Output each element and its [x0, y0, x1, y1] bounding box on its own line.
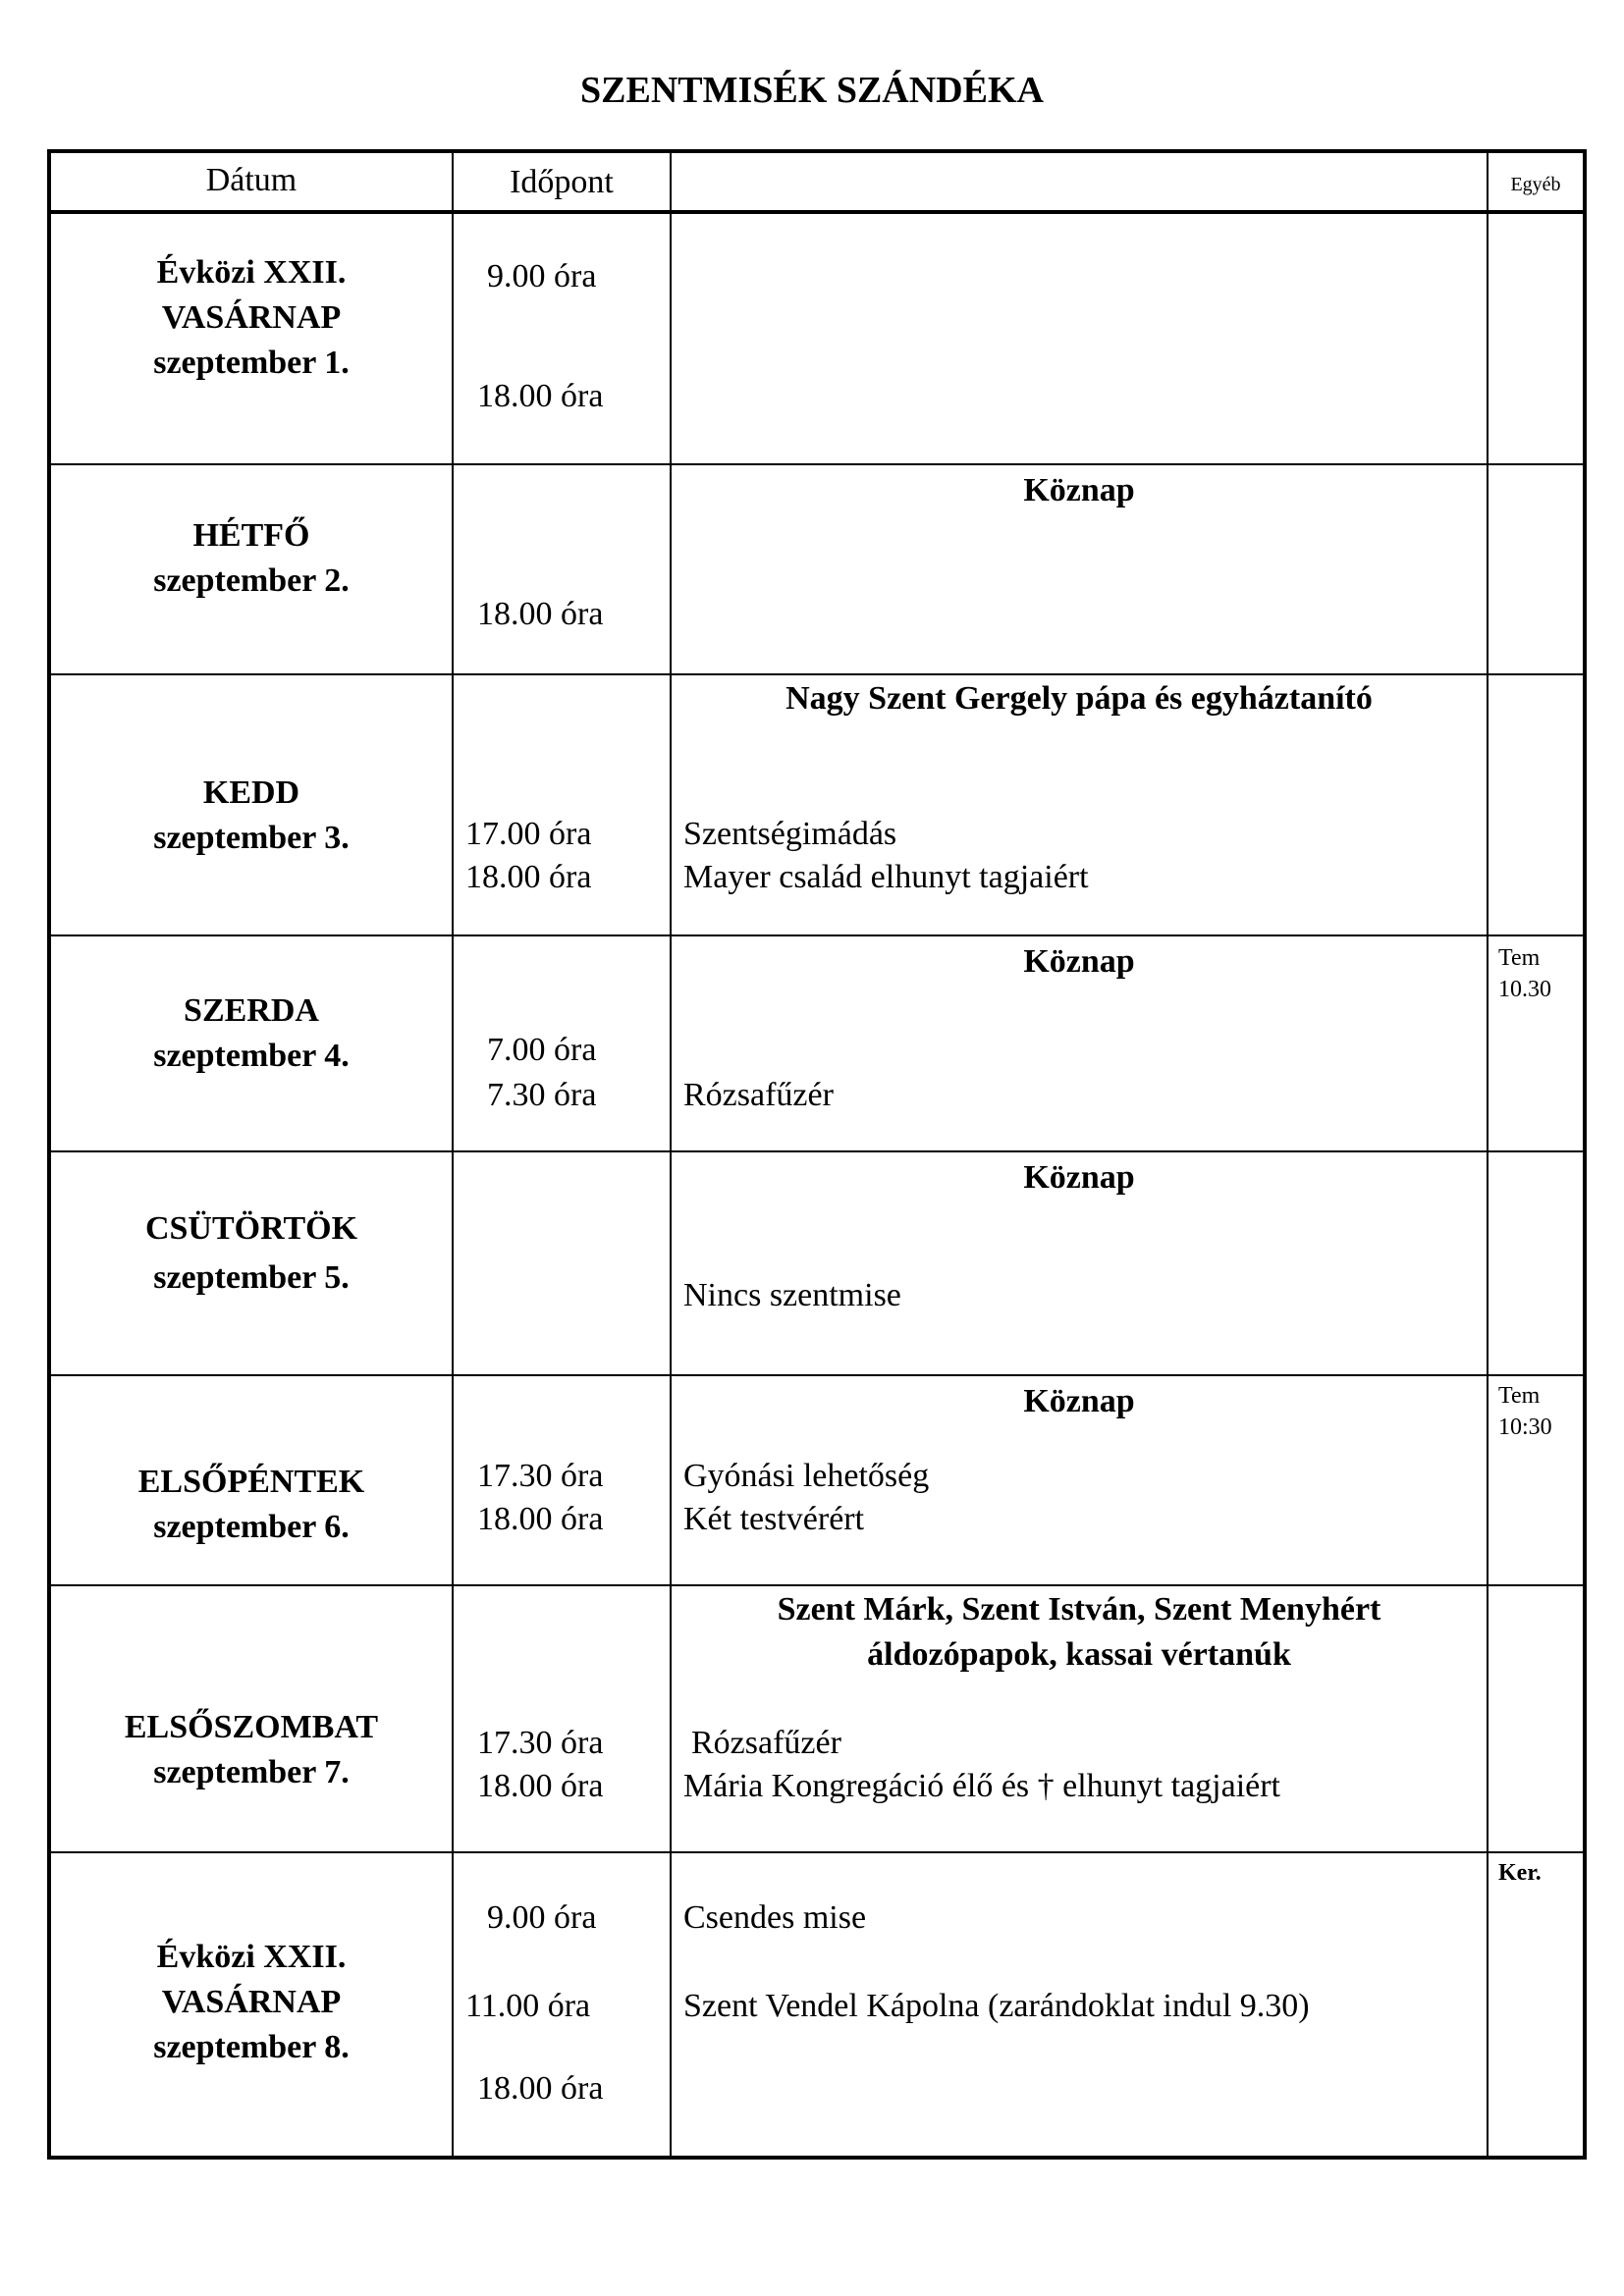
mass-time: 11.00 óra: [465, 1988, 591, 2024]
table-border-left: [47, 149, 51, 2160]
date-line: szeptember 5.: [153, 1259, 350, 1296]
page-title: SZENTMISÉK SZÁNDÉKA: [580, 70, 1044, 111]
egyeb-note: Tem: [1498, 945, 1541, 971]
column-divider: [1487, 149, 1489, 2160]
mass-time: 18.00 óra: [477, 596, 604, 632]
mass-time: 17.30 óra: [477, 1725, 604, 1761]
date-line: szeptember 6.: [153, 1509, 350, 1545]
intention: Nincs szentmise: [683, 1277, 901, 1313]
date-line: szeptember 4.: [153, 1038, 350, 1074]
date-line: ELSŐSZOMBAT: [124, 1709, 379, 1745]
mass-time: 18.00 óra: [477, 1768, 604, 1804]
feast-name: Nagy Szent Gergely pápa és egyháztanító: [785, 680, 1373, 717]
feast-name: Szent Márk, Szent István, Szent Menyhért: [777, 1591, 1381, 1628]
mass-time: 18.00 óra: [477, 378, 604, 414]
header-divider: [47, 210, 1587, 214]
feast-name: Köznap: [1023, 472, 1135, 508]
date-line: VASÁRNAP: [161, 1984, 342, 2020]
date-line: Évközi XXII.: [156, 1939, 347, 1975]
row-divider: [47, 1374, 1587, 1376]
mass-time: 7.00 óra: [487, 1032, 597, 1068]
mass-time: 9.00 óra: [487, 1899, 597, 1936]
date-line: SZERDA: [184, 992, 319, 1029]
intention: Rózsafűzér: [683, 1077, 834, 1113]
egyeb-note: 10:30: [1498, 1415, 1552, 1440]
header-egyeb: Egyéb: [1510, 174, 1561, 195]
feast-name: Köznap: [1023, 1159, 1135, 1196]
mass-time: 17.00 óra: [465, 816, 592, 852]
date-line: VASÁRNAP: [161, 299, 342, 336]
row-divider: [47, 1851, 1587, 1853]
mass-time: 9.00 óra: [487, 258, 597, 294]
mass-time: 17.30 óra: [477, 1458, 604, 1494]
row-divider: [47, 463, 1587, 465]
date-line: szeptember 3.: [153, 820, 350, 856]
mass-time: 18.00 óra: [465, 859, 592, 895]
column-divider: [670, 149, 672, 2160]
egyeb-note: 10.30: [1498, 977, 1551, 1002]
row-divider: [47, 673, 1587, 675]
intention: Rózsafűzér: [691, 1725, 841, 1761]
date-line: szeptember 7.: [153, 1754, 350, 1790]
row-divider: [47, 934, 1587, 936]
mass-time: 18.00 óra: [477, 1501, 604, 1537]
intention: Szent Vendel Kápolna (zarándoklat indul 9.30): [683, 1988, 1310, 2024]
mass-time: 7.30 óra: [487, 1077, 597, 1113]
intention: Két testvérért: [683, 1501, 865, 1537]
header-datum: Dátum: [205, 162, 298, 198]
date-line: szeptember 2.: [153, 562, 350, 599]
date-line: CSÜTÖRTÖK: [144, 1210, 358, 1247]
intention: Gyónási lehetőség: [683, 1458, 930, 1494]
feast-name: Köznap: [1023, 943, 1135, 980]
intention: Mayer család elhunyt tagjaiért: [683, 859, 1089, 895]
row-divider: [47, 1150, 1587, 1152]
egyeb-note: Ker.: [1498, 1860, 1542, 1886]
table-border-right: [1583, 149, 1587, 2160]
mass-schedule-table: [47, 149, 1587, 2160]
header-idopont: Időpont: [510, 164, 614, 200]
date-line: ELSŐPÉNTEK: [137, 1464, 365, 1500]
date-line: KEDD: [202, 774, 300, 811]
row-divider: [47, 1584, 1587, 1586]
egyeb-note: Tem: [1498, 1383, 1541, 1409]
intention: Szentségimádás: [683, 816, 897, 852]
mass-time: 18.00 óra: [477, 2070, 604, 2107]
date-line: szeptember 1.: [153, 345, 350, 381]
date-line: HÉTFŐ: [192, 517, 310, 554]
date-line: szeptember 8.: [153, 2029, 350, 2065]
table-border-bottom: [47, 2156, 1587, 2160]
intention: Csendes mise: [683, 1899, 867, 1936]
feast-name: áldozópapok, kassai vértanúk: [867, 1636, 1291, 1673]
intention: Mária Kongregáció élő és † elhunyt tagjaiért: [683, 1768, 1280, 1804]
column-divider: [452, 149, 454, 2160]
feast-name: Köznap: [1023, 1383, 1135, 1419]
table-border-top: [47, 149, 1587, 153]
date-line: Évközi XXII.: [156, 254, 347, 291]
